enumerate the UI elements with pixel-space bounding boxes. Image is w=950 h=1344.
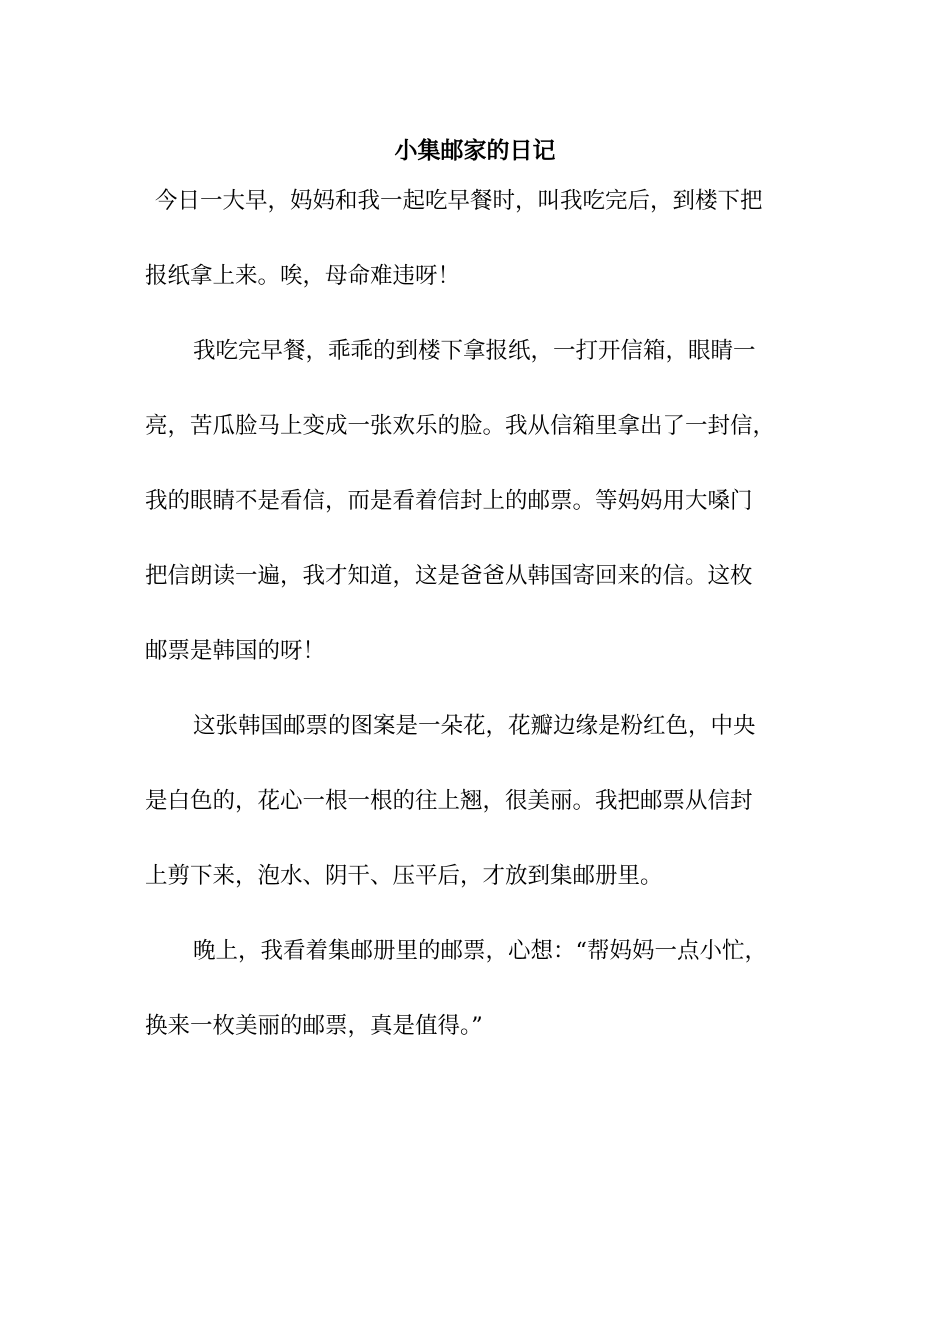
paragraph-line: 我吃完早餐，乖乖的到楼下拿报纸，一打开信箱，眼睛一 bbox=[193, 338, 756, 364]
paragraph-line: 今日一大早，妈妈和我一起吃早餐时，叫我吃完后，到楼下把 bbox=[155, 188, 763, 214]
document-body bbox=[145, 182, 809, 1082]
paragraph-line: 晚上，我看着集邮册里的邮票，心想：“帮妈妈一点小忙， bbox=[193, 938, 768, 964]
paragraph-line: 亮，苦瓜脸马上变成一张欢乐的脸。我从信箱里拿出了一封信， bbox=[145, 413, 776, 439]
paragraph-line: 我的眼睛不是看信，而是看着信封上的邮票。等妈妈用大嗓门 bbox=[145, 488, 753, 514]
paragraph-4 bbox=[145, 932, 809, 1082]
paragraph-2 bbox=[145, 332, 809, 707]
paragraph-line: 这张韩国邮票的图案是一朵花，花瓣边缘是粉红色，中央 bbox=[193, 713, 756, 739]
paragraph-3 bbox=[145, 707, 809, 932]
paragraph-1 bbox=[145, 182, 809, 332]
paragraph-line: 把信朗读一遍，我才知道，这是爸爸从韩国寄回来的信。这枚 bbox=[145, 563, 753, 589]
paragraph-line: 换来一枚美丽的邮票，真是值得。” bbox=[145, 1013, 483, 1039]
paragraph-line: 是白色的，花心一根一根的往上翘，很美丽。我把邮票从信封 bbox=[145, 788, 753, 814]
document-title: 小集邮家的日记 bbox=[394, 138, 556, 164]
paragraph-line: 报纸拿上来。唉，母命难违呀！ bbox=[145, 263, 461, 289]
paragraph-line: 邮票是韩国的呀！ bbox=[145, 638, 326, 664]
paragraph-line: 上剪下来，泡水、阴干、压平后，才放到集邮册里。 bbox=[145, 863, 663, 889]
